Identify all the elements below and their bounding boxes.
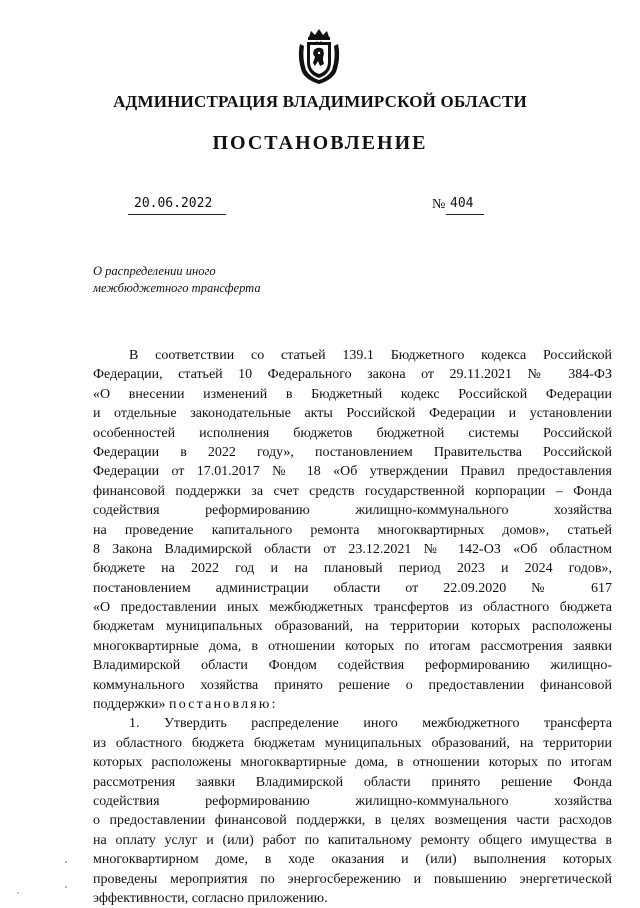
body-line: эффективности, согласно приложению.: [93, 890, 328, 906]
body-line: многоквартирном доме, в ходе оказания и (или) выполнения которых: [93, 852, 612, 868]
body-line: многоквартирные дома, в отношении которых по итогам рассмотрения заявки: [93, 638, 612, 654]
body-line: бюджете на 2022 год и на плановый период 2023 и 2024 годов»,: [93, 561, 612, 577]
body-line: и отдельные законодательные акты Российской Федерации и установлении: [93, 406, 612, 422]
body-line: Федерации от 17.01.2017 № 18 «Об утверждении Правил предоставления: [93, 464, 612, 480]
body-line: из областного бюджета бюджетам муниципальных образований, на территории: [93, 735, 612, 751]
organization-title: АДМИНИСТРАЦИЯ ВЛАДИМИРСКОЙ ОБЛАСТИ: [113, 92, 527, 111]
body-line: на проведение капитального ремонта многоквартирных домов», статьей: [93, 522, 612, 538]
body-line: финансовой поддержки за счет средств государственной корпорации – Фонда: [93, 483, 612, 499]
body-line: содействия реформированию жилищно-коммунального хозяйства: [93, 503, 612, 519]
body-line: о предоставлении финансовой поддержки, в целях возмещения части расходов: [93, 813, 612, 829]
document-type: ПОСТАНОВЛЕНИЕ: [212, 132, 428, 154]
body-line: особенностей исполнения бюджетов бюджетной системы Российской: [93, 425, 612, 441]
body-line-text: поддержки»: [93, 697, 166, 713]
number-label: №: [432, 197, 446, 212]
document-number: 404: [450, 196, 474, 211]
body-line: коммунального хозяйства принято решение о предоставлении финансовой: [93, 677, 612, 693]
body-line: «О внесении изменений в Бюджетный кодекс Российской Федерации: [93, 386, 612, 402]
body-line: содействия реформированию жилищно-коммунального хозяйства: [93, 793, 612, 809]
subject-line: О распределении иного: [93, 264, 216, 278]
document-date: 20.06.2022: [134, 196, 213, 211]
body-line: постановлением администрации области от 22.09.2020 № 617: [93, 580, 612, 596]
body-line: «О предоставлении иных межбюджетных трансфертов из областного бюджета: [93, 600, 612, 616]
body-line: бюджетам муниципальных образований, на территории которых расположены: [93, 619, 612, 635]
body-line: Владимирской области Фондом содействия реформированию жилищно-: [93, 658, 612, 674]
body-line: которых расположены многоквартирные дома, в отношении которых по итогам: [93, 755, 612, 771]
subject-line: межбюджетного трансферта: [93, 281, 261, 295]
body-line: проведены мероприятия по энергосбережению и повышению энергетической: [93, 871, 612, 887]
body-line: 8 Закона Владимирской области от 23.12.2021 № 142-ОЗ «Об областном: [93, 541, 612, 557]
body-line: поддержки» постановляю:: [93, 697, 276, 713]
body-line: 1. Утвердить распределение иного межбюджетного трансферта: [129, 716, 612, 732]
body-line: Федерации, статьей 10 Федерального закона от 29.11.2021 № 384-ФЗ: [93, 367, 612, 383]
body-line: рассмотрения заявки Владимирской области принято решение Фонда: [93, 774, 612, 790]
decree-word: постановляю: [169, 697, 272, 713]
body-line: В соответствии со статьей 139.1 Бюджетного кодекса Российской: [129, 348, 612, 363]
body-line: Федерации в 2022 году», постановлением Правительства Российской: [93, 444, 612, 460]
body-line: на оплату услуг и (или) работ по капитальному ремонту общего имущества в: [93, 832, 612, 848]
